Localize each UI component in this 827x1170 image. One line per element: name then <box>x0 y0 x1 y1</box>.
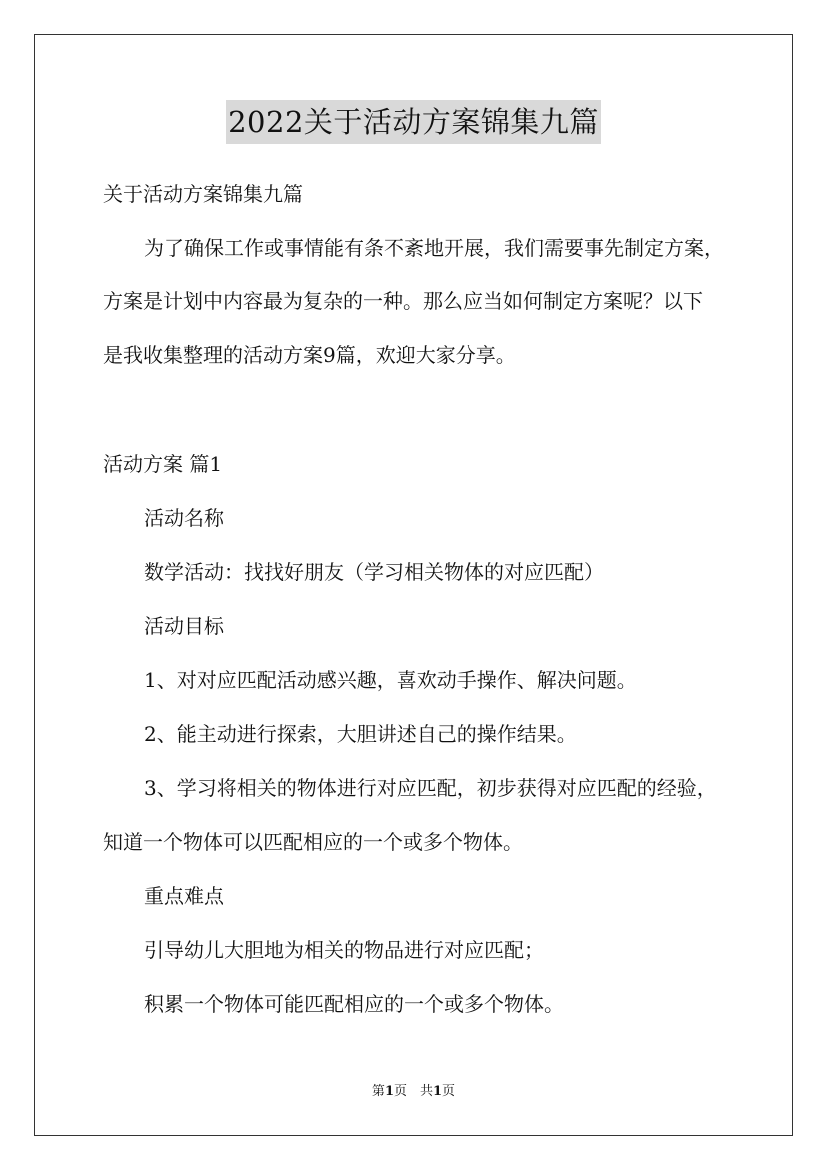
intro-line-1: 为了确保工作或事情能有条不紊地开展，我们需要事先制定方案， <box>144 236 724 260</box>
document-subtitle: 关于活动方案锦集九篇 <box>103 182 303 206</box>
section-heading: 活动方案 篇1 <box>103 452 223 476</box>
activity-goals-heading: 活动目标 <box>144 614 224 638</box>
goal-item-3-continued: 知道一个物体可以匹配相应的一个或多个物体。 <box>103 830 523 854</box>
goal-item-1: 1、对对应匹配活动感兴趣，喜欢动手操作、解决问题。 <box>144 668 637 692</box>
key-point-1: 引导幼儿大胆地为相关的物品进行对应匹配； <box>144 938 544 962</box>
activity-name-heading: 活动名称 <box>144 506 224 530</box>
footer-page-number: 1 <box>384 1084 394 1099</box>
title-container <box>0 100 827 144</box>
footer-page-suffix: 页 <box>442 1084 456 1099</box>
intro-line-3: 是我收集整理的活动方案9篇，欢迎大家分享。 <box>103 343 516 367</box>
activity-name-text: 数学活动：找找好朋友（学习相关物体的对应匹配） <box>144 560 604 584</box>
key-point-2: 积累一个物体可能匹配相应的一个或多个物体。 <box>144 992 564 1016</box>
footer-page-prefix: 第 <box>371 1084 385 1099</box>
goal-item-2: 2、能主动进行探索，大胆讲述自己的操作结果。 <box>144 722 577 746</box>
intro-line-2: 方案是计划中内容最为复杂的一种。那么应当如何制定方案呢？以下 <box>103 289 703 313</box>
key-difficulty-heading: 重点难点 <box>144 884 224 908</box>
page-footer <box>0 1083 827 1101</box>
footer-page-mid: 页 共 <box>393 1084 433 1099</box>
document-title: 2022关于活动方案锦集九篇 <box>226 100 601 144</box>
footer-total-pages: 1 <box>433 1084 443 1099</box>
goal-item-3: 3、学习将相关的物体进行对应匹配，初步获得对应匹配的经验， <box>144 776 717 800</box>
